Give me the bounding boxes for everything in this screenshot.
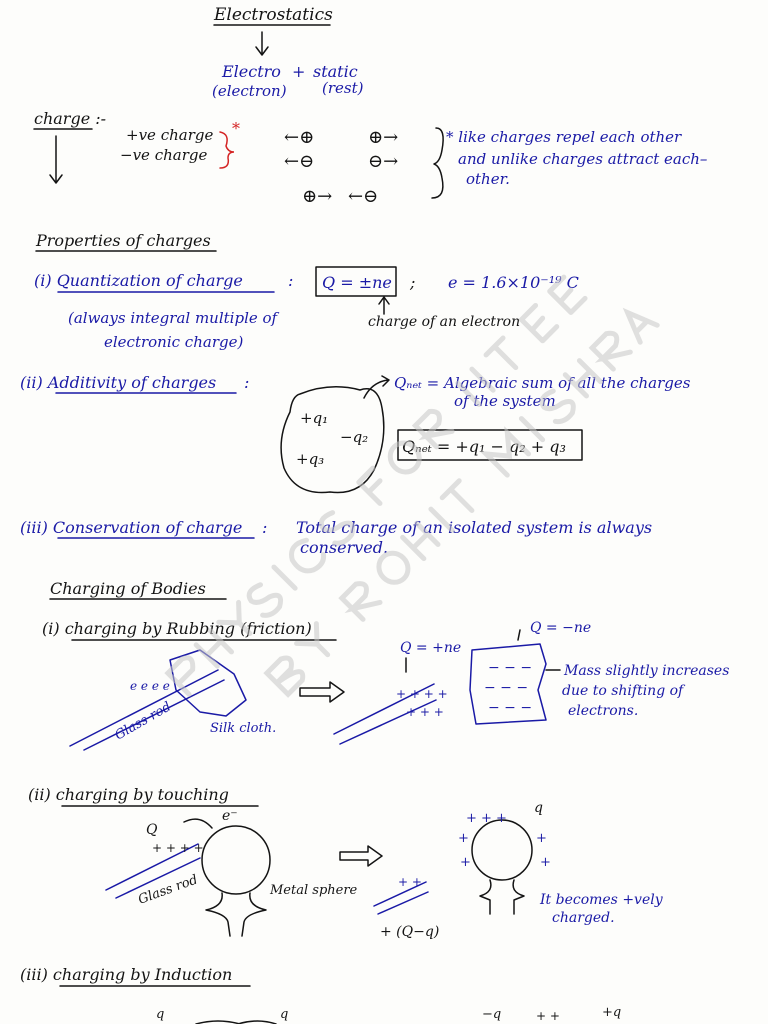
- qnet-formula: Qₙₑₜ = +q₁ − q₂ + q₃: [402, 437, 566, 456]
- charged-sphere: [472, 820, 532, 880]
- used-rod-plus: + +: [398, 875, 422, 889]
- rod-plus-signs-top: + + + +: [396, 687, 448, 701]
- induction-label: (iii) charging by Induction: [20, 965, 233, 984]
- sphere-plus-right-2: +: [540, 855, 551, 870]
- induction-q-a: q: [156, 1007, 165, 1022]
- touching-rod-q: Q: [146, 822, 158, 838]
- mass-note-2: due to shifting of: [562, 683, 684, 699]
- additivity-colon: :: [244, 373, 250, 392]
- sphere-plus-left: +: [458, 831, 469, 846]
- cloth-minus-signs-3: − − −: [488, 700, 533, 716]
- pos-left-repel: ←⊕: [284, 127, 315, 148]
- electron-charge-value: e = 1.6×10⁻¹⁹ C: [448, 273, 579, 292]
- system-blob: [281, 387, 384, 493]
- attract-negative: ←⊖: [348, 186, 379, 207]
- quantization-colon: :: [288, 271, 294, 290]
- conservation-text-2: conserved.: [300, 538, 389, 557]
- cloth-minus-signs-2: − − −: [484, 680, 529, 696]
- touching-note-2: charged.: [552, 910, 615, 926]
- sphere-plus-left-2: +: [460, 855, 471, 870]
- touching-glass-rod-label: Glass rod: [136, 872, 200, 908]
- charging-heading: Charging of Bodies: [50, 579, 206, 598]
- quantization-formula: Q = ±ne: [322, 273, 392, 292]
- metal-sphere-label: Metal sphere: [270, 883, 358, 898]
- charge-down-arrow: [50, 136, 62, 183]
- mass-note-3: electrons.: [568, 703, 639, 719]
- qnet-definition-2: of the system: [454, 392, 556, 410]
- charge-q3: +q₃: [296, 450, 325, 468]
- origin-rest: (rest): [322, 79, 364, 97]
- touching-note-1: It becomes +vely: [540, 892, 663, 908]
- additivity-label: (ii) Additivity of charges: [20, 373, 217, 392]
- charge-heading: charge :-: [34, 109, 107, 128]
- rubbing-result-arrow: [300, 682, 344, 702]
- cloth-minus-signs-1: − − −: [488, 660, 533, 676]
- electron-transfer: e⁻: [222, 808, 238, 824]
- rod-charge: Q = +ne: [400, 640, 462, 656]
- attract-positive: ⊕→: [302, 186, 333, 207]
- rule-line-1: * like charges repel each other: [446, 128, 682, 146]
- rod-remaining-charge: + (Q−q): [380, 924, 440, 940]
- neg-right-repel: ⊖→: [368, 151, 399, 172]
- cloth-charge-arrow: [518, 630, 520, 640]
- watermark-line-2: [267, 304, 659, 696]
- origin-plus: +: [292, 62, 306, 81]
- induction-q-c: −q: [482, 1007, 502, 1022]
- touching-rod-plus: + + + +: [152, 841, 204, 855]
- induction-q-b: q: [280, 1007, 289, 1022]
- quantization-note-1: (always integral multiple of: [68, 309, 278, 327]
- rubbing-label: (i) charging by Rubbing (friction): [42, 619, 312, 638]
- rule-line-2: and unlike charges attract each–: [458, 150, 708, 168]
- origin-electron: (electron): [212, 82, 287, 100]
- induction-q-d: +q: [602, 1005, 622, 1020]
- touching-label: (ii) charging by touching: [28, 785, 229, 804]
- conservation-label: (iii) Conservation of charge: [20, 518, 243, 537]
- charged-sphere-stand: [480, 880, 524, 914]
- cloth-charge: Q = −ne: [530, 620, 592, 636]
- used-rod-bottom: [378, 892, 428, 914]
- properties-heading: Properties of charges: [36, 231, 211, 250]
- origin-static: static: [313, 62, 358, 81]
- sphere-plus-right: +: [536, 831, 547, 846]
- sphere-stand: [206, 893, 266, 936]
- rule-brace: [432, 128, 443, 198]
- brace-star: *: [232, 119, 240, 138]
- electron-note-arrow: [379, 297, 389, 314]
- glass-rod-label: Glass rod: [112, 699, 174, 744]
- negative-charge: −ve charge: [120, 146, 208, 164]
- electron-note: charge of an electron: [368, 314, 521, 330]
- sphere-charge-q: q: [534, 800, 543, 816]
- quantization-label: (i) Quantization of charge: [34, 271, 243, 290]
- electron-transfer-arrow: [184, 819, 212, 828]
- charge-q2: −q₂: [340, 428, 369, 446]
- positive-charge: +ve charge: [126, 126, 214, 144]
- rod-plus-signs-bottom: + + +: [406, 705, 444, 719]
- charge-q1: +q₁: [300, 409, 329, 427]
- title-down-arrow: [256, 32, 268, 55]
- silk-cloth-label: Silk cloth.: [210, 721, 277, 736]
- origin-electro: Electro: [222, 62, 281, 81]
- induction-charge-signs: + +: [536, 1009, 560, 1023]
- mass-note-1: Mass slightly increases: [564, 663, 730, 679]
- neg-left-repel: ←⊖: [284, 151, 315, 172]
- pos-right-repel: ⊕→: [368, 127, 399, 148]
- rubbing-electrons: e e e e: [130, 679, 170, 693]
- touching-result-arrow: [340, 846, 382, 866]
- page-title: Electrostatics: [214, 5, 333, 25]
- quantization-semicolon: ;: [410, 273, 416, 292]
- quantization-note-2: electronic charge): [104, 333, 244, 351]
- metal-sphere: [202, 826, 270, 894]
- qnet-definition-1: Qₙₑₜ = Algebraic sum of all the charges: [394, 374, 691, 392]
- conservation-text-1: Total charge of an isolated system is always: [296, 518, 653, 537]
- rule-line-3: other.: [466, 170, 510, 188]
- sphere-plus-top: + + +: [466, 811, 507, 826]
- conservation-colon: :: [262, 518, 268, 537]
